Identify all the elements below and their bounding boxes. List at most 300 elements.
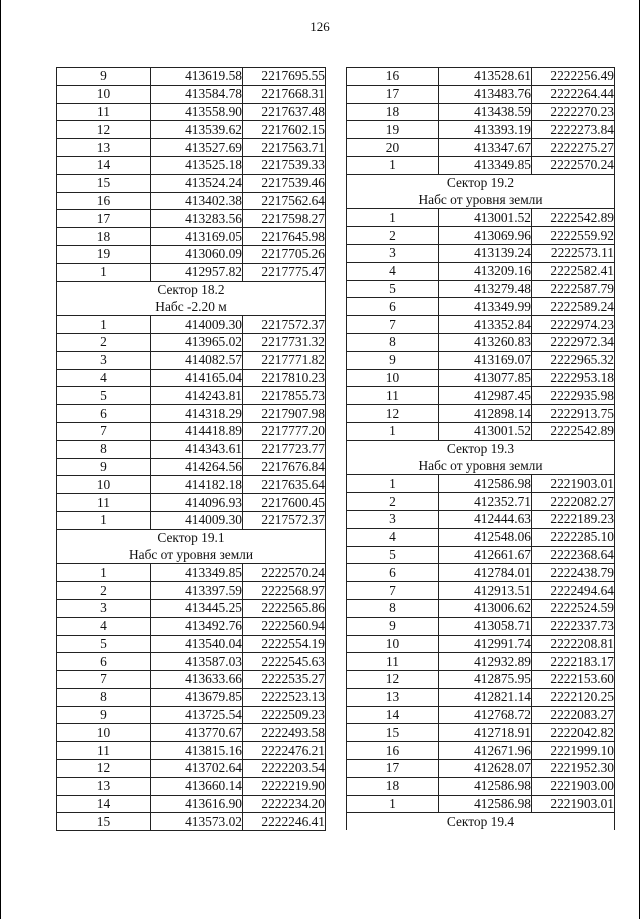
x-coordinate: 414009.30 (151, 511, 243, 529)
coordinate-row (57, 245, 326, 263)
x-coordinate: 412548.06 (439, 528, 532, 546)
x-coordinate: 413492.76 (151, 617, 243, 635)
point-number: 19 (57, 245, 151, 263)
coordinate-row (347, 742, 615, 760)
point-number: 5 (57, 387, 151, 405)
x-coordinate: 413483.76 (439, 85, 532, 103)
point-number: 3 (57, 351, 151, 369)
point-number: 3 (57, 599, 151, 617)
y-coordinate: 2222083.27 (532, 706, 615, 724)
y-coordinate: 2222589.24 (532, 298, 615, 316)
elevation-label: Набс от уровня земли (347, 458, 615, 475)
y-coordinate: 2222524.59 (532, 599, 615, 617)
x-coordinate: 414318.29 (151, 405, 243, 423)
y-coordinate: 2222368.64 (532, 546, 615, 564)
y-coordinate: 2222913.75 (532, 405, 615, 423)
x-coordinate: 413587.03 (151, 653, 243, 671)
x-coordinate: 413539.62 (151, 121, 243, 139)
x-coordinate: 414243.81 (151, 387, 243, 405)
x-coordinate: 412932.89 (439, 653, 532, 671)
coordinate-row (347, 635, 615, 653)
x-coordinate: 414165.04 (151, 369, 243, 387)
point-number: 9 (57, 458, 151, 476)
y-coordinate: 2217637.48 (243, 103, 326, 121)
point-number: 1 (57, 316, 151, 334)
point-number: 1 (57, 511, 151, 529)
coordinate-row (57, 103, 326, 121)
x-coordinate: 413528.61 (439, 68, 532, 86)
coordinate-row (347, 795, 615, 813)
x-coordinate: 414009.30 (151, 316, 243, 334)
coordinate-row (57, 351, 326, 369)
point-number: 7 (57, 671, 151, 689)
x-coordinate: 413965.02 (151, 333, 243, 351)
coordinate-row (347, 688, 615, 706)
y-coordinate: 2217668.31 (243, 85, 326, 103)
coordinate-row (347, 582, 615, 600)
coordinate-row (347, 298, 615, 316)
point-number: 5 (57, 635, 151, 653)
x-coordinate: 413527.69 (151, 139, 243, 157)
coordinate-row (347, 121, 615, 139)
point-number: 1 (347, 422, 439, 440)
coordinate-row (57, 316, 326, 334)
point-number: 11 (57, 742, 151, 760)
point-number: 15 (57, 174, 151, 192)
y-coordinate: 2222570.24 (243, 564, 326, 582)
x-coordinate: 412586.98 (439, 475, 532, 493)
y-coordinate: 2222208.81 (532, 635, 615, 653)
y-coordinate: 2217855.73 (243, 387, 326, 405)
x-coordinate: 413169.07 (439, 351, 532, 369)
elevation-label: Набс -2.20 м (57, 298, 326, 315)
x-coordinate: 412718.91 (439, 724, 532, 742)
x-coordinate: 413445.25 (151, 599, 243, 617)
coordinate-row (347, 564, 615, 582)
coordinate-row (57, 422, 326, 440)
point-number: 11 (57, 494, 151, 512)
coordinate-row (57, 599, 326, 617)
coordinate-row (347, 760, 615, 778)
x-coordinate: 412987.45 (439, 387, 532, 405)
point-number: 10 (347, 369, 439, 387)
point-number: 8 (57, 440, 151, 458)
point-number: 6 (57, 405, 151, 423)
coordinate-row (57, 795, 326, 813)
x-coordinate: 413660.14 (151, 777, 243, 795)
coordinate-row (347, 475, 615, 493)
y-coordinate: 2217539.33 (243, 156, 326, 174)
elevation-label: Набс от уровня земли (347, 192, 615, 209)
sector-title: Сектор 18.2 (57, 281, 326, 298)
x-coordinate: 413006.62 (439, 599, 532, 617)
sector-heading-row (57, 281, 326, 298)
point-number: 12 (57, 760, 151, 778)
y-coordinate: 2221903.00 (532, 777, 615, 795)
point-number: 17 (347, 85, 439, 103)
y-coordinate: 2222264.44 (532, 85, 615, 103)
x-coordinate: 414264.56 (151, 458, 243, 476)
y-coordinate: 2222573.11 (532, 244, 615, 262)
coordinate-row (57, 760, 326, 778)
x-coordinate: 413077.85 (439, 369, 532, 387)
point-number: 18 (347, 777, 439, 795)
point-number: 16 (57, 192, 151, 210)
y-coordinate: 2222509.23 (243, 706, 326, 724)
x-coordinate: 413169.05 (151, 228, 243, 246)
sector-heading-row (347, 813, 615, 830)
coordinate-row (347, 405, 615, 423)
y-coordinate: 2222275.27 (532, 139, 615, 157)
x-coordinate: 413619.58 (151, 68, 243, 86)
point-number: 1 (57, 564, 151, 582)
y-coordinate: 2222082.27 (532, 493, 615, 511)
x-coordinate: 412957.82 (151, 263, 243, 281)
x-coordinate: 414418.89 (151, 422, 243, 440)
coordinate-row (347, 653, 615, 671)
y-coordinate: 2222183.17 (532, 653, 615, 671)
x-coordinate: 413679.85 (151, 688, 243, 706)
x-coordinate: 413815.16 (151, 742, 243, 760)
sector-heading-row (57, 529, 326, 546)
x-coordinate: 413525.18 (151, 156, 243, 174)
y-coordinate: 2222337.73 (532, 617, 615, 635)
point-number: 6 (347, 298, 439, 316)
y-coordinate: 2222565.86 (243, 599, 326, 617)
y-coordinate: 2222953.18 (532, 369, 615, 387)
point-number: 4 (57, 369, 151, 387)
coordinate-row (347, 528, 615, 546)
y-coordinate: 2217635.64 (243, 476, 326, 494)
x-coordinate: 413001.52 (439, 422, 532, 440)
y-coordinate: 2222120.25 (532, 688, 615, 706)
point-number: 12 (57, 121, 151, 139)
y-coordinate: 2222560.94 (243, 617, 326, 635)
y-coordinate: 2222554.19 (243, 635, 326, 653)
point-number: 7 (57, 422, 151, 440)
y-coordinate: 2217602.15 (243, 121, 326, 139)
y-coordinate: 2222234.20 (243, 795, 326, 813)
page-number: 126 (310, 19, 330, 34)
point-number: 1 (57, 263, 151, 281)
point-number: 2 (347, 493, 439, 511)
coordinate-row (347, 139, 615, 157)
x-coordinate: 412821.14 (439, 688, 532, 706)
coordinate-row (347, 68, 615, 86)
y-coordinate: 2217705.26 (243, 245, 326, 263)
x-coordinate: 413352.84 (439, 316, 532, 334)
coordinate-row (57, 228, 326, 246)
coordinate-row (57, 192, 326, 210)
x-coordinate: 413209.16 (439, 262, 532, 280)
coordinate-row (57, 387, 326, 405)
x-coordinate: 412991.74 (439, 635, 532, 653)
coordinate-row (57, 68, 326, 86)
sector-heading-row (347, 174, 615, 191)
coordinate-row (57, 724, 326, 742)
coordinate-row (57, 777, 326, 795)
y-coordinate: 2222570.24 (532, 156, 615, 174)
sector-title: Сектор 19.2 (347, 174, 615, 191)
point-number: 10 (347, 635, 439, 653)
coordinate-row (347, 422, 615, 440)
coordinate-row (347, 493, 615, 511)
x-coordinate: 412898.14 (439, 405, 532, 423)
y-coordinate: 2221999.10 (532, 742, 615, 760)
coordinate-row (347, 351, 615, 369)
coordinate-row (57, 476, 326, 494)
point-number: 17 (57, 210, 151, 228)
point-number: 16 (347, 68, 439, 86)
x-coordinate: 414082.57 (151, 351, 243, 369)
x-coordinate: 413139.24 (439, 244, 532, 262)
x-coordinate: 412628.07 (439, 760, 532, 778)
x-coordinate: 413058.71 (439, 617, 532, 635)
coordinate-row (347, 209, 615, 227)
x-coordinate: 413260.83 (439, 333, 532, 351)
coordinate-row (57, 174, 326, 192)
point-number: 14 (347, 706, 439, 724)
y-coordinate: 2222559.92 (532, 227, 615, 245)
coordinate-row (57, 139, 326, 157)
coordinate-row (347, 777, 615, 795)
point-number: 9 (57, 706, 151, 724)
coordinate-row (347, 546, 615, 564)
point-number: 6 (347, 564, 439, 582)
x-coordinate: 413001.52 (439, 209, 532, 227)
point-number: 2 (57, 333, 151, 351)
point-number: 2 (347, 227, 439, 245)
x-coordinate: 413558.90 (151, 103, 243, 121)
coordinate-row (347, 316, 615, 334)
x-coordinate: 412661.67 (439, 546, 532, 564)
point-number: 11 (347, 653, 439, 671)
x-coordinate: 413524.24 (151, 174, 243, 192)
coordinate-row (57, 405, 326, 423)
point-number: 4 (57, 617, 151, 635)
y-coordinate: 2221952.30 (532, 760, 615, 778)
point-number: 10 (57, 85, 151, 103)
x-coordinate: 413069.96 (439, 227, 532, 245)
y-coordinate: 2222256.49 (532, 68, 615, 86)
x-coordinate: 413702.64 (151, 760, 243, 778)
point-number: 8 (57, 688, 151, 706)
coordinate-row (57, 671, 326, 689)
coordinate-row (347, 510, 615, 528)
x-coordinate: 413633.66 (151, 671, 243, 689)
y-coordinate: 2222493.58 (243, 724, 326, 742)
x-coordinate: 413584.78 (151, 85, 243, 103)
y-coordinate: 2222285.10 (532, 528, 615, 546)
y-coordinate: 2217695.55 (243, 68, 326, 86)
point-number: 19 (347, 121, 439, 139)
y-coordinate: 2217775.47 (243, 263, 326, 281)
y-coordinate: 2222587.79 (532, 280, 615, 298)
page-left-edge (0, 0, 1, 919)
elevation-label: Набс от уровня земли (57, 547, 326, 564)
y-coordinate: 2222568.97 (243, 582, 326, 600)
sector-title: Сектор 19.4 (347, 813, 615, 830)
coordinate-row (57, 369, 326, 387)
sector-title: Сектор 19.1 (57, 529, 326, 546)
y-coordinate: 2217723.77 (243, 440, 326, 458)
coordinate-row (57, 156, 326, 174)
y-coordinate: 2222935.98 (532, 387, 615, 405)
coordinate-row (57, 121, 326, 139)
y-coordinate: 2222246.41 (243, 813, 326, 831)
coordinate-row (57, 564, 326, 582)
elevation-row (57, 547, 326, 564)
x-coordinate: 412784.01 (439, 564, 532, 582)
x-coordinate: 413438.59 (439, 103, 532, 121)
coordinate-row (347, 599, 615, 617)
y-coordinate: 2222273.84 (532, 121, 615, 139)
coordinate-row (347, 85, 615, 103)
y-coordinate: 2217731.32 (243, 333, 326, 351)
y-coordinate: 2222203.54 (243, 760, 326, 778)
y-coordinate: 2217563.71 (243, 139, 326, 157)
y-coordinate: 2222494.64 (532, 582, 615, 600)
x-coordinate: 412875.95 (439, 671, 532, 689)
coordinates-table-left (56, 67, 326, 831)
point-number: 1 (347, 475, 439, 493)
coordinate-row (347, 333, 615, 351)
x-coordinate: 412768.72 (439, 706, 532, 724)
coordinate-row (57, 263, 326, 281)
point-number: 1 (347, 156, 439, 174)
y-coordinate: 2217600.45 (243, 494, 326, 512)
x-coordinate: 414182.18 (151, 476, 243, 494)
y-coordinate: 2222582.41 (532, 262, 615, 280)
y-coordinate: 2222965.32 (532, 351, 615, 369)
y-coordinate: 2222974.23 (532, 316, 615, 334)
point-number: 5 (347, 280, 439, 298)
point-number: 9 (57, 68, 151, 86)
coordinate-row (57, 742, 326, 760)
y-coordinate: 2222523.13 (243, 688, 326, 706)
coordinate-row (57, 333, 326, 351)
coordinate-row (57, 458, 326, 476)
x-coordinate: 413349.85 (151, 564, 243, 582)
y-coordinate: 2222545.63 (243, 653, 326, 671)
point-number: 18 (347, 103, 439, 121)
coordinate-row (57, 635, 326, 653)
x-coordinate: 413573.02 (151, 813, 243, 831)
coordinate-row (347, 724, 615, 742)
point-number: 12 (347, 671, 439, 689)
x-coordinate: 413770.67 (151, 724, 243, 742)
point-number: 15 (347, 724, 439, 742)
sector-title: Сектор 19.3 (347, 440, 615, 457)
coordinate-row (57, 511, 326, 529)
y-coordinate: 2217572.37 (243, 316, 326, 334)
sector-heading-row (347, 440, 615, 457)
y-coordinate: 2222219.90 (243, 777, 326, 795)
y-coordinate: 2217810.23 (243, 369, 326, 387)
point-number: 13 (347, 688, 439, 706)
point-number: 1 (347, 795, 439, 813)
point-number: 4 (347, 528, 439, 546)
point-number: 11 (57, 103, 151, 121)
x-coordinate: 413347.67 (439, 139, 532, 157)
coordinate-row (57, 494, 326, 512)
elevation-row (57, 298, 326, 315)
y-coordinate: 2217598.27 (243, 210, 326, 228)
x-coordinate: 413349.85 (439, 156, 532, 174)
point-number: 5 (347, 546, 439, 564)
y-coordinate: 2222542.89 (532, 422, 615, 440)
coordinate-row (347, 671, 615, 689)
coordinate-row (347, 387, 615, 405)
point-number: 14 (57, 795, 151, 813)
x-coordinate: 413283.56 (151, 210, 243, 228)
y-coordinate: 2221903.01 (532, 475, 615, 493)
x-coordinate: 413393.19 (439, 121, 532, 139)
coordinate-row (347, 280, 615, 298)
coordinate-row (347, 617, 615, 635)
point-number: 13 (57, 139, 151, 157)
point-number: 12 (347, 405, 439, 423)
point-number: 7 (347, 582, 439, 600)
y-coordinate: 2217771.82 (243, 351, 326, 369)
x-coordinate: 413616.90 (151, 795, 243, 813)
coordinate-row (57, 582, 326, 600)
coordinate-row (347, 103, 615, 121)
point-number: 17 (347, 760, 439, 778)
point-number: 10 (57, 476, 151, 494)
x-coordinate: 412352.71 (439, 493, 532, 511)
x-coordinate: 413279.48 (439, 280, 532, 298)
coordinate-row (57, 813, 326, 831)
coordinate-row (347, 156, 615, 174)
point-number: 13 (57, 777, 151, 795)
point-number: 11 (347, 387, 439, 405)
point-number: 1 (347, 209, 439, 227)
y-coordinate: 2217572.37 (243, 511, 326, 529)
coordinate-row (57, 617, 326, 635)
x-coordinate: 412586.98 (439, 795, 532, 813)
y-coordinate: 2222972.34 (532, 333, 615, 351)
point-number: 16 (347, 742, 439, 760)
coordinate-row (347, 706, 615, 724)
point-number: 14 (57, 156, 151, 174)
y-coordinate: 2222189.23 (532, 510, 615, 528)
point-number: 6 (57, 653, 151, 671)
coordinate-row (57, 210, 326, 228)
y-coordinate: 2217907.98 (243, 405, 326, 423)
coordinates-table-right (346, 67, 615, 830)
y-coordinate: 2217562.64 (243, 192, 326, 210)
point-number: 8 (347, 599, 439, 617)
elevation-row (347, 192, 615, 209)
point-number: 3 (347, 244, 439, 262)
x-coordinate: 414343.61 (151, 440, 243, 458)
x-coordinate: 413349.99 (439, 298, 532, 316)
coordinate-row (57, 688, 326, 706)
point-number: 15 (57, 813, 151, 831)
point-number: 2 (57, 582, 151, 600)
y-coordinate: 2222535.27 (243, 671, 326, 689)
x-coordinate: 413540.04 (151, 635, 243, 653)
y-coordinate: 2222542.89 (532, 209, 615, 227)
y-coordinate: 2222438.79 (532, 564, 615, 582)
point-number: 9 (347, 617, 439, 635)
y-coordinate: 2221903.01 (532, 795, 615, 813)
y-coordinate: 2222476.21 (243, 742, 326, 760)
y-coordinate: 2222270.23 (532, 103, 615, 121)
elevation-row (347, 458, 615, 475)
y-coordinate: 2222042.82 (532, 724, 615, 742)
